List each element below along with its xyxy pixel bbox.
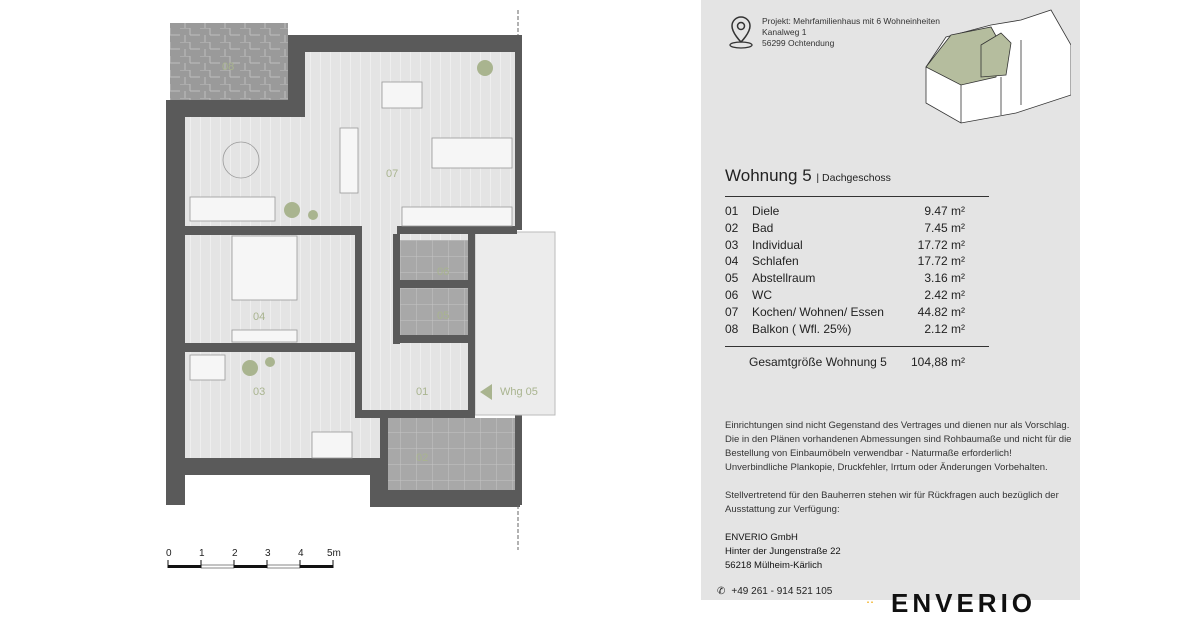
room-number: 07	[725, 304, 739, 319]
room-row	[725, 321, 965, 338]
room-row	[725, 220, 965, 237]
room-number: 01	[725, 204, 739, 218]
room-name: Abstellraum	[752, 271, 816, 286]
company-street: Hinter der Jungenstraße 22	[725, 546, 841, 557]
phone-number[interactable]: +49 261 - 914 521 105	[731, 586, 833, 597]
room-02	[388, 418, 515, 490]
label-entry: Whg 05	[500, 386, 538, 398]
room-name: Balkon ( Wfl. 25%)	[752, 321, 852, 336]
disclaimer-line: Die in den Plänen vorhandenen Abmessungen sind Rohbaumaße und nicht für die	[725, 434, 1072, 445]
project-city: 56299 Ochtendung	[762, 38, 835, 48]
room-area: 3.16 m²	[924, 271, 965, 286]
disclaimer-line: Bestellung von Einbaumöbeln verwendbar - Naturmaße erforderlich!	[725, 448, 1012, 459]
room-number: 05	[725, 271, 739, 286]
info-panel	[701, 0, 1080, 618]
scale-tick-label: 5m	[327, 548, 341, 559]
contact-intro	[725, 489, 1059, 517]
room-row	[725, 253, 965, 270]
label-02: 02	[416, 452, 429, 464]
label-05: 05	[437, 310, 450, 322]
room-area-table	[725, 203, 965, 337]
unit-floor: | Dachgeschoss	[816, 172, 891, 184]
room-05	[400, 288, 468, 335]
map-pin-icon	[728, 14, 754, 50]
disclaimer-line: Unverbindliche Plankopie, Druckfehler, Irrtum oder Änderungen Vorbehalten.	[725, 462, 1048, 473]
room-area: 2.42 m²	[924, 287, 965, 302]
scale-bar	[166, 548, 341, 568]
total-row	[749, 355, 965, 369]
disclaimer-text	[725, 419, 1071, 475]
disclaimer-line: Einrichtungen sind nicht Gegenstand des Vertrages und dienen nur als Vorschlag.	[725, 420, 1070, 431]
room-area: 9.47 m²	[924, 204, 965, 218]
room-number: 02	[725, 220, 739, 235]
room-number: 08	[725, 321, 739, 336]
room-row	[725, 287, 965, 304]
room-row	[725, 304, 965, 321]
room-name: Schlafen	[752, 254, 799, 269]
company-city: 56218 Mülheim-Kärlich	[725, 560, 823, 571]
scale-tick-label: 3	[265, 548, 271, 559]
room-06	[400, 240, 468, 280]
room-area: 7.45 m²	[924, 220, 965, 235]
scale-tick-label: 4	[298, 548, 304, 559]
room-area: 17.72 m²	[917, 237, 965, 252]
divider	[725, 346, 989, 347]
room-area: 17.72 m²	[917, 254, 965, 269]
house-3d-illustration	[921, 5, 1071, 125]
contact-intro-line: Stellvertretend für den Bauherren stehen wir für Rückfragen auch bezüglich der	[725, 490, 1059, 501]
label-03: 03	[253, 386, 266, 398]
project-street: Kanalweg 1	[762, 27, 807, 37]
logo-sun-icon: ․․	[866, 592, 875, 606]
contact-intro-line: Ausstattung zur Verfügung:	[725, 504, 840, 515]
phone-contact[interactable]	[717, 586, 832, 597]
room-area: 2.12 m²	[924, 321, 965, 336]
company-name: ENVERIO GmbH	[725, 532, 798, 543]
room-name: Kochen/ Wohnen/ Essen	[752, 304, 884, 319]
room-name: Individual	[752, 237, 803, 252]
room-name: WC	[752, 287, 772, 302]
label-01: 01	[416, 386, 429, 398]
total-area: 104,88 m²	[910, 355, 965, 369]
label-08: 08	[222, 61, 235, 73]
room-area: 44.82 m²	[917, 304, 965, 319]
company-address	[725, 531, 841, 573]
room-row	[725, 237, 965, 254]
label-04: 04	[253, 311, 266, 323]
label-06: 06	[437, 266, 450, 278]
room-row	[725, 203, 965, 220]
project-info	[762, 16, 940, 49]
label-07: 07	[386, 168, 399, 180]
project-name: Projekt: Mehrfamilienhaus mit 6 Wohneinheiten	[762, 16, 940, 26]
room-row	[725, 270, 965, 287]
scale-tick-label: 2	[232, 548, 238, 559]
total-label: Gesamtgröße Wohnung 5	[749, 355, 887, 369]
unit-title	[725, 166, 891, 186]
unit-name: Wohnung 5	[725, 166, 812, 185]
scale-tick-label: 0	[166, 548, 172, 559]
divider	[725, 196, 989, 197]
room-number: 04	[725, 254, 739, 269]
company-logo: ENVERIO	[891, 588, 1037, 618]
scale-tick-label: 1	[199, 548, 205, 559]
room-number: 06	[725, 287, 739, 302]
phone-icon: ✆	[717, 586, 726, 597]
room-name: Bad	[752, 220, 774, 235]
room-number: 03	[725, 237, 739, 252]
room-name: Diele	[752, 204, 780, 218]
